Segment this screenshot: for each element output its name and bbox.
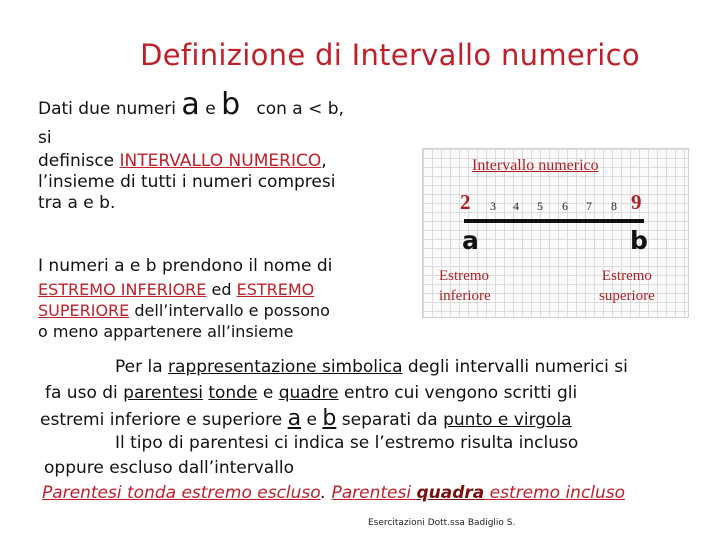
diagram-tick: 5: [537, 199, 543, 213]
diagram-end-number: 9: [631, 190, 642, 214]
names-line-1: I numeri a e b prendono il nome di: [38, 256, 333, 276]
diagram-tick: 4: [513, 199, 519, 213]
upper-extreme-label: [599, 266, 655, 306]
intro-si: si: [38, 128, 52, 148]
tonde-term: tonde: [208, 383, 258, 403]
text: separati da: [336, 410, 444, 430]
upper-label-line-2: superiore: [599, 288, 655, 304]
semicolon-term: punto e virgola: [443, 410, 572, 430]
definition-term: INTERVALLO NUMERICO: [119, 151, 322, 171]
lower-extreme-label: [439, 266, 491, 306]
diagram-tick: 7: [586, 199, 592, 213]
upper-label-line-1: Estremo: [601, 268, 652, 284]
var-b-inline: b: [322, 406, 337, 431]
diagram-tick: 3: [490, 199, 496, 213]
symbolic-line-2: [45, 381, 577, 406]
number-line: [464, 219, 644, 223]
names-ed: ed: [206, 280, 237, 299]
round-bracket-rule: Parentesi tonda estremo escluso: [42, 483, 321, 503]
diagram-tick: 8: [611, 199, 617, 213]
names-line-4: o meno appartenere all’insieme: [38, 322, 294, 341]
upper-extreme-term-1: ESTREMO: [236, 280, 315, 299]
square-bracket-rule-prefix: Parentesi: [331, 483, 417, 503]
text: e: [301, 410, 323, 430]
lower-label-line-2: inferiore: [439, 288, 491, 304]
lower-label-line-1: Estremo: [439, 268, 489, 284]
text: .: [320, 483, 332, 503]
text: estremi inferiore e superiore: [40, 410, 288, 430]
parentesi-term: parentesi: [123, 383, 203, 403]
diagram-var-b: b: [630, 226, 648, 255]
square-bracket-rule-suffix: estremo incluso: [484, 483, 626, 503]
intro-first-line: [38, 87, 398, 122]
var-a-inline: a: [287, 406, 302, 431]
diagram-tick: 6: [562, 199, 568, 213]
intro-condition: con a < b,: [256, 99, 344, 119]
footer-credit: Esercitazioni Dott.ssa Badiglio S.: [368, 518, 516, 528]
text: Per la: [115, 357, 169, 377]
definition-line-3: l’insieme di tutti i numeri compresi: [38, 172, 336, 192]
lower-extreme-term: ESTREMO INFERIORE: [38, 280, 207, 299]
text: fa uso di: [45, 383, 124, 403]
definition-suffix: ,: [321, 151, 327, 171]
diagram-var-a: a: [462, 226, 479, 255]
names-line-2: [38, 279, 314, 300]
intro-text: Dati due numeri: [38, 99, 177, 119]
text: entro cui vengono scritti gli: [338, 383, 578, 403]
symbolic-line-1: [115, 355, 628, 380]
page-title: Definizione di Intervallo numerico: [140, 38, 640, 72]
symbolic-line-3: [40, 406, 572, 433]
names-tail: dell’intervallo e possono: [129, 301, 330, 320]
definition-line: [38, 151, 327, 172]
upper-extreme-term-2: SUPERIORE: [38, 301, 130, 320]
symbolic-line-5: oppure escluso dall’intervallo: [44, 458, 295, 478]
quadre-term: quadre: [278, 383, 339, 403]
symbolic-representation-term: rappresentazione simbolica: [168, 357, 403, 377]
text: e: [257, 383, 279, 403]
var-b: b: [221, 87, 241, 122]
diagram-start-number: 2: [460, 190, 471, 214]
symbolic-line-6: [42, 481, 625, 506]
quadra-term: quadra: [416, 483, 485, 503]
intro-e: e: [205, 99, 216, 119]
text: degli intervalli numerici si: [402, 357, 628, 377]
diagram-title: Intervallo numerico: [472, 157, 599, 174]
var-a: a: [181, 87, 200, 122]
symbolic-line-4: Il tipo di parentesi ci indica se l’estremo risulta incluso: [115, 433, 579, 453]
definition-prefix: definisce: [38, 151, 120, 171]
names-line-3: [38, 300, 330, 321]
definition-line-4: tra a e b.: [38, 193, 116, 213]
